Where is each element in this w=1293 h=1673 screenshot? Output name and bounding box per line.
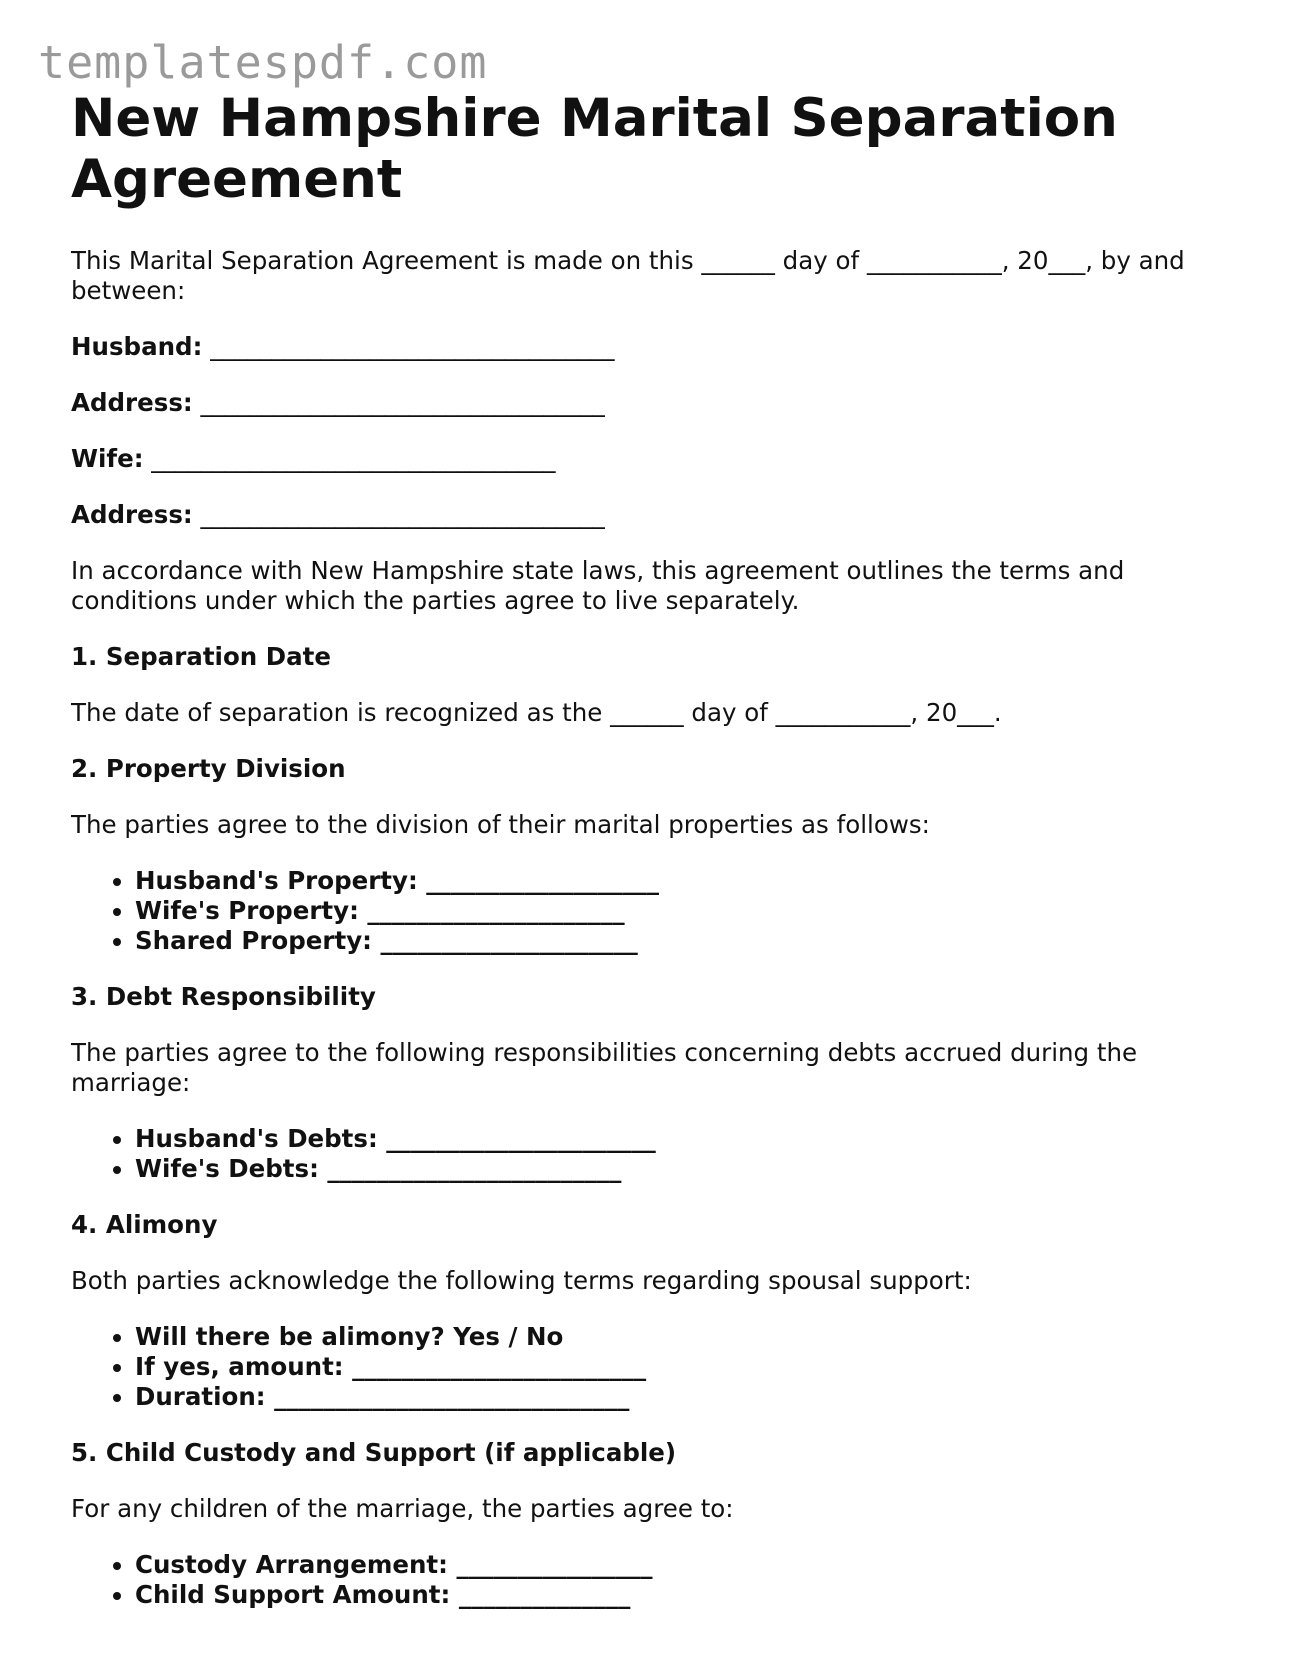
property-division-text: The parties agree to the division of their marital properties as follows:	[71, 810, 930, 839]
section-heading-debt-responsibility: 3. Debt Responsibility	[71, 982, 376, 1011]
list-item: • Wife's Debts: ________________________	[135, 1154, 1231, 1184]
document-body	[71, 88, 1231, 1636]
watermark-text: templatespdf.com	[38, 36, 488, 89]
alimony-list	[71, 1322, 1231, 1412]
property-list	[71, 866, 1231, 956]
document-title: New Hampshire Marital Separation Agreement	[71, 88, 1118, 210]
list-item: • Duration: _____________________________	[135, 1382, 1231, 1412]
debt-responsibility-text: The parties agree to the following responsibilities concerning debts accrued during the marriage:	[71, 1038, 1138, 1097]
list-item: • Shared Property: _____________________	[135, 926, 1231, 956]
husband-name-blank: _________________________________	[210, 332, 615, 361]
section-heading-child-custody: 5. Child Custody and Support (if applicable)	[71, 1438, 677, 1467]
wife-address-blank: _________________________________	[200, 500, 605, 529]
list-item: • Child Support Amount: ______________	[135, 1580, 1231, 1610]
section-heading-alimony: 4. Alimony	[71, 1210, 218, 1239]
debt-list	[71, 1124, 1231, 1184]
child-custody-text: For any children of the marriage, the parties agree to:	[71, 1494, 734, 1523]
list-item: • Custody Arrangement: ________________	[135, 1550, 1231, 1580]
husband-name-field	[71, 332, 1231, 362]
list-item: • Wife's Property: _____________________	[135, 896, 1231, 926]
wife-name-blank: _________________________________	[151, 444, 556, 473]
husband-address-blank: _________________________________	[200, 388, 605, 417]
list-item: • If yes, amount: ________________________	[135, 1352, 1231, 1382]
husband-address-field	[71, 388, 1231, 418]
field-label: Husband:	[71, 332, 203, 361]
alimony-text: Both parties acknowledge the following terms regarding spousal support:	[71, 1266, 972, 1295]
field-label: Address:	[71, 388, 193, 417]
section-heading-property-division: 2. Property Division	[71, 754, 346, 783]
child-custody-list	[71, 1550, 1231, 1610]
separation-date-text: The date of separation is recognized as the ______ day of ___________, 20___.	[71, 698, 1002, 727]
intro-paragraph: This Marital Separation Agreement is made on this ______ day of ___________, 20___, by and between:	[71, 246, 1185, 305]
list-item: • Husband's Debts: ______________________	[135, 1124, 1231, 1154]
field-label: Wife:	[71, 444, 144, 473]
field-label: Address:	[71, 500, 193, 529]
wife-address-field	[71, 500, 1231, 530]
wife-name-field	[71, 444, 1231, 474]
section-heading-separation-date: 1. Separation Date	[71, 642, 331, 671]
preamble-paragraph: In accordance with New Hampshire state laws, this agreement outlines the terms and conditions under which the parties agree to live separately.	[71, 556, 1125, 615]
list-item: • Will there be alimony? Yes / No	[135, 1322, 1231, 1352]
list-item: • Husband's Property: ___________________	[135, 866, 1231, 896]
